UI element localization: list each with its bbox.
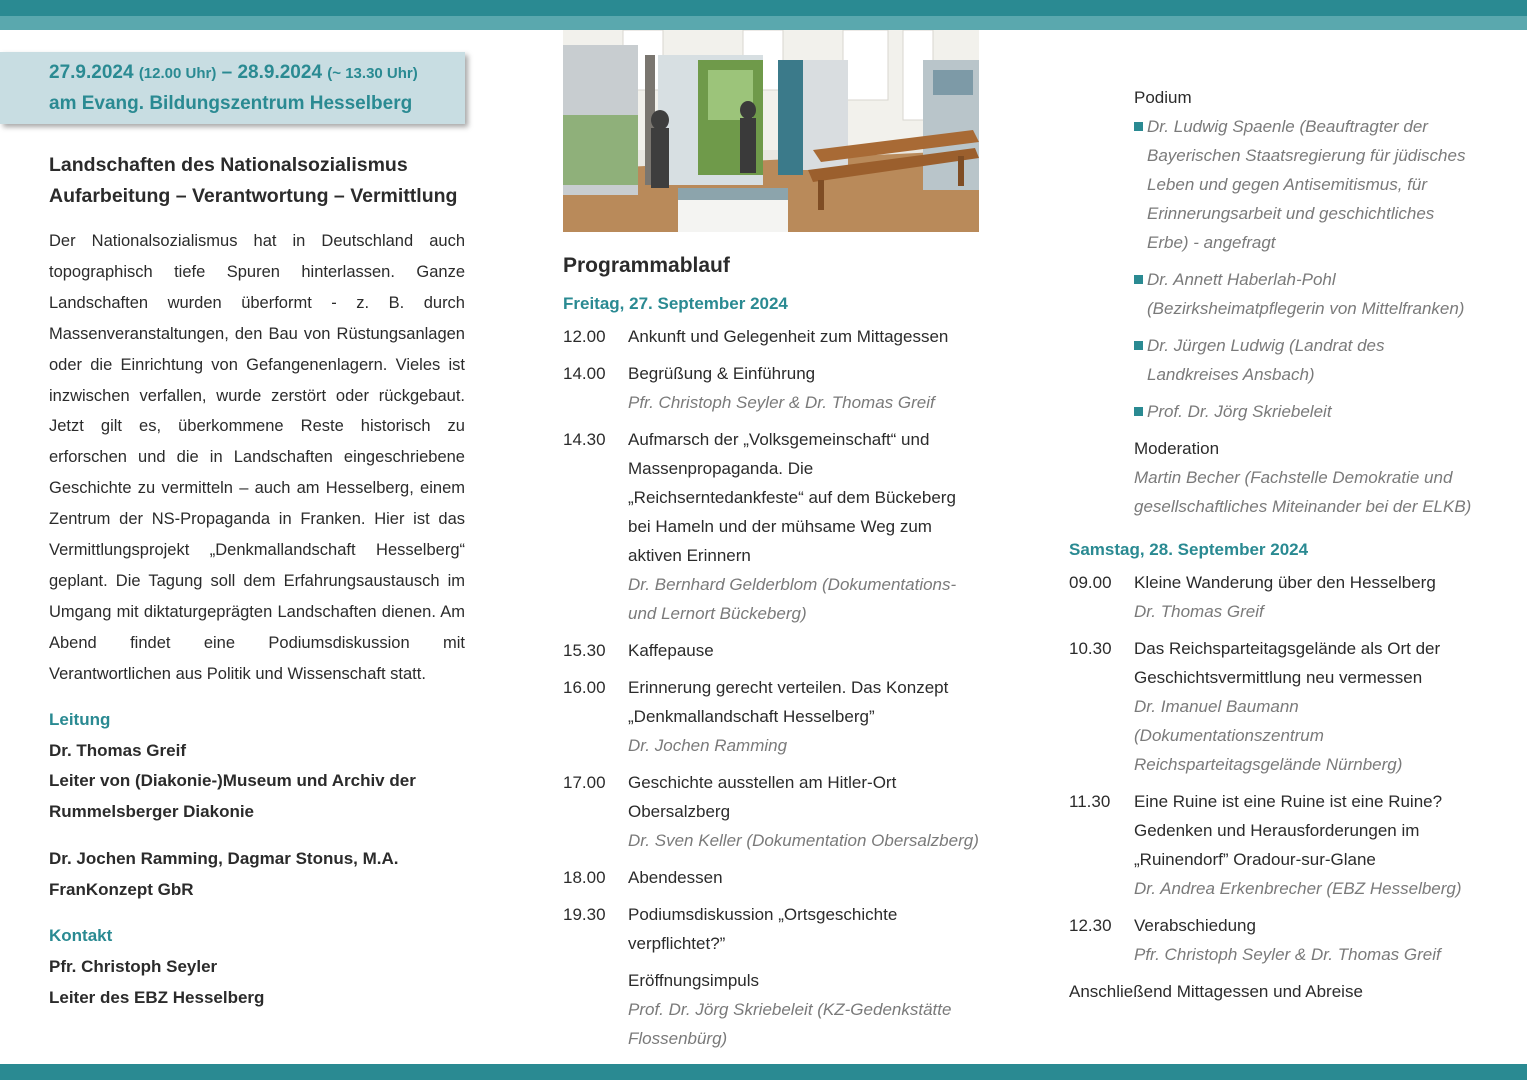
bullet-square-icon bbox=[1134, 407, 1143, 416]
leitung-section bbox=[49, 705, 469, 1013]
leitung-name2: Dr. Jochen Ramming, Dagmar Stonus, M.A. bbox=[49, 848, 399, 868]
bullet-square-icon bbox=[1134, 122, 1143, 131]
program-entry bbox=[563, 673, 983, 760]
entry-speaker: Dr. Thomas Greif bbox=[1134, 602, 1264, 621]
bullet-square-icon bbox=[1134, 341, 1143, 350]
entry-title: Eine Ruine ist eine Ruine ist eine Ruine? Gedenken und Herausforderungen im „Ruinendorf” Oradour-sur-Glane bbox=[1134, 792, 1443, 869]
entry-time: 14.30 bbox=[563, 430, 606, 449]
podium-member bbox=[1134, 112, 1479, 257]
entry-title: Erinnerung gerecht verteilen. Das Konzept „Denkmallandschaft Hesselberg” bbox=[628, 678, 949, 726]
entry-time: 10.30 bbox=[1069, 639, 1112, 658]
impuls-speaker: Prof. Dr. Jörg Skriebeleit (KZ-Gedenkstätte Flossenbürg) bbox=[628, 1000, 952, 1048]
leitung-org2: FranKonzept GbR bbox=[49, 879, 194, 899]
kontakt-heading: Kontakt bbox=[49, 926, 113, 946]
entry-title: Podiumsdiskussion „Ortsgeschichte verpflichtet?” bbox=[628, 905, 898, 953]
podium-member-text: Prof. Dr. Jörg Skriebeleit bbox=[1147, 402, 1332, 421]
moderation-name: Martin Becher (Fachstelle Demokratie und gesellschaftliches Miteinander bei der ELKB) bbox=[1134, 468, 1472, 516]
entry-time: 15.30 bbox=[563, 641, 606, 660]
program-entry bbox=[563, 322, 983, 351]
entry-title: Verabschiedung bbox=[1134, 916, 1256, 935]
entry-time: 11.30 bbox=[1069, 792, 1111, 811]
impuls-entry bbox=[563, 966, 983, 1053]
impuls-label: Eröffnungsimpuls bbox=[628, 971, 760, 990]
entry-speaker: Dr. Bernhard Gelderblom (Dokumentations- und Lernort Bückeberg) bbox=[628, 575, 957, 623]
entry-time: 12.30 bbox=[1069, 916, 1112, 935]
program-day1 bbox=[563, 294, 983, 1061]
podium-member-text: Dr. Ludwig Spaenle (Beauftragter der Bayerischen Staatsregierung für jüdisches Leben und gegen Antisemitismus, für Erinnerungsarbeit und geschichtliches Erbe) - angefragt bbox=[1147, 117, 1466, 252]
program-entry bbox=[1069, 911, 1489, 969]
entry-speaker: Pfr. Christoph Seyler & Dr. Thomas Greif bbox=[1134, 945, 1441, 964]
podium-member bbox=[1134, 397, 1479, 426]
entry-title: Abendessen bbox=[628, 868, 723, 887]
venue: am Evang. Bildungszentrum Hesselberg bbox=[49, 93, 413, 114]
day2-list bbox=[1069, 568, 1489, 969]
podium-section bbox=[1134, 83, 1479, 521]
closing-text: Anschließend Mittagessen und Abreise bbox=[1069, 982, 1363, 1001]
intro-paragraph: Der Nationalsozialismus hat in Deutschland auch topographisch tiefe Spuren hinterlassen. Ganze Landschaften wurden überformt - z. B. durch Massenveranstaltungen, den Bau von Rüstungsanlagen oder die Einrichtung von Gefangenenlagern. Vieles ist inzwischen verfallen, wurde zerstört oder rückgebaut. Jetzt gilt es, überkommene Reste historisch zu erforschen und die in Landschaften eingeschriebene Geschichte zu vermitteln – auch am Hesselberg, einem Zentrum der NS-Propaganda in Franken. Hier ist das Vermittlungsprojekt „Denkmallandschaft Hesselberg“ geplant. Die Tagung soll dem Erfahrungsaustausch im Umgang mit diktaturgeprägten Landschaften dienen. Am Abend findet eine Podiumsdiskussion mit Verantwortlichen aus Politik und Wissenschaft statt. bbox=[49, 232, 465, 683]
program-entry bbox=[563, 359, 983, 417]
entry-time: 17.00 bbox=[563, 773, 606, 792]
top-color-band bbox=[0, 0, 1527, 30]
podium-list bbox=[1134, 112, 1479, 426]
entry-title: Begrüßung & Einführung bbox=[628, 364, 816, 383]
kontakt-role: Leiter des EBZ Hesselberg bbox=[49, 987, 265, 1007]
program-entry bbox=[563, 636, 983, 665]
program-entry bbox=[1069, 568, 1489, 626]
entry-title: Kleine Wanderung über den Hesselberg bbox=[1134, 573, 1436, 592]
podium-member bbox=[1134, 265, 1479, 323]
bottom-color-band bbox=[0, 1064, 1527, 1080]
date-range: 27.9.2024 (12.00 Uhr) – 28.9.2024 (~ 13.30 Uhr) bbox=[49, 62, 418, 83]
date-box bbox=[0, 52, 465, 124]
entry-title: Das Reichsparteitagsgelände als Ort der Geschichtsvermittlung neu vermessen bbox=[1134, 639, 1441, 687]
podium-member-text: Dr. Jürgen Ludwig (Landrat des Landkreises Ansbach) bbox=[1147, 336, 1385, 384]
program-entry bbox=[563, 425, 983, 628]
podium-heading: Podium bbox=[1134, 88, 1192, 107]
title-line2: Aufarbeitung – Verantwortung – Vermittlung bbox=[49, 185, 458, 207]
program-entry bbox=[563, 768, 983, 855]
entry-time: 09.00 bbox=[1069, 573, 1112, 592]
entry-speaker: Pfr. Christoph Seyler & Dr. Thomas Greif bbox=[628, 393, 935, 412]
exhibition-photo bbox=[563, 30, 979, 232]
leitung-role1-line2: Rummelsberger Diakonie bbox=[49, 802, 255, 822]
entry-title: Aufmarsch der „Volksgemeinschaft“ und Massenpropaganda. Die „Reichserntedankfeste“ auf dem Bückeberg bei Hameln und der mühsame Weg zum aktiven Erinnern bbox=[628, 430, 956, 565]
moderation-heading: Moderation bbox=[1134, 439, 1220, 458]
day1-heading: Freitag, 27. September 2024 bbox=[563, 294, 788, 313]
program-entry bbox=[1069, 787, 1489, 903]
leitung-name1: Dr. Thomas Greif bbox=[49, 740, 186, 760]
program-entry bbox=[563, 863, 983, 892]
entry-time: 19.30 bbox=[563, 905, 606, 924]
title-line1: Landschaften des Nationalsozialismus bbox=[49, 154, 408, 176]
leitung-heading: Leitung bbox=[49, 710, 111, 729]
entry-time: 18.00 bbox=[563, 868, 606, 887]
bullet-square-icon bbox=[1134, 275, 1143, 284]
podium-member-text: Dr. Annett Haberlah-Pohl (Bezirksheimatpflegerin von Mittelfranken) bbox=[1147, 270, 1465, 318]
program-entry bbox=[563, 900, 983, 958]
entry-title: Ankunft und Gelegenheit zum Mittagessen bbox=[628, 327, 949, 346]
podium-member bbox=[1134, 331, 1479, 389]
day2-heading: Samstag, 28. September 2024 bbox=[1069, 540, 1309, 559]
entry-speaker: Dr. Imanuel Baumann (Dokumentationszentrum Reichsparteitagsgelände Nürnberg) bbox=[1134, 697, 1403, 774]
entry-speaker: Dr. Andrea Erkenbrecher (EBZ Hesselberg) bbox=[1134, 879, 1462, 898]
day1-list bbox=[563, 322, 983, 958]
entry-speaker: Dr. Jochen Ramming bbox=[628, 736, 788, 755]
entry-title: Kaffepause bbox=[628, 641, 714, 660]
program-title: Programmablauf bbox=[563, 254, 730, 277]
entry-time: 16.00 bbox=[563, 678, 606, 697]
exhibition-room-illustration bbox=[563, 30, 979, 232]
entry-time: 14.00 bbox=[563, 364, 606, 383]
program-day2 bbox=[1069, 540, 1489, 1006]
kontakt-name: Pfr. Christoph Seyler bbox=[49, 956, 218, 976]
document-title bbox=[49, 150, 469, 212]
program-entry bbox=[1069, 634, 1489, 779]
leitung-role1-line1: Leiter von (Diakonie-)Museum und Archiv der bbox=[49, 771, 416, 791]
entry-title: Geschichte ausstellen am Hitler-Ort Obersalzberg bbox=[628, 773, 897, 821]
entry-speaker: Dr. Sven Keller (Dokumentation Obersalzberg) bbox=[628, 831, 979, 850]
entry-time: 12.00 bbox=[563, 327, 606, 346]
